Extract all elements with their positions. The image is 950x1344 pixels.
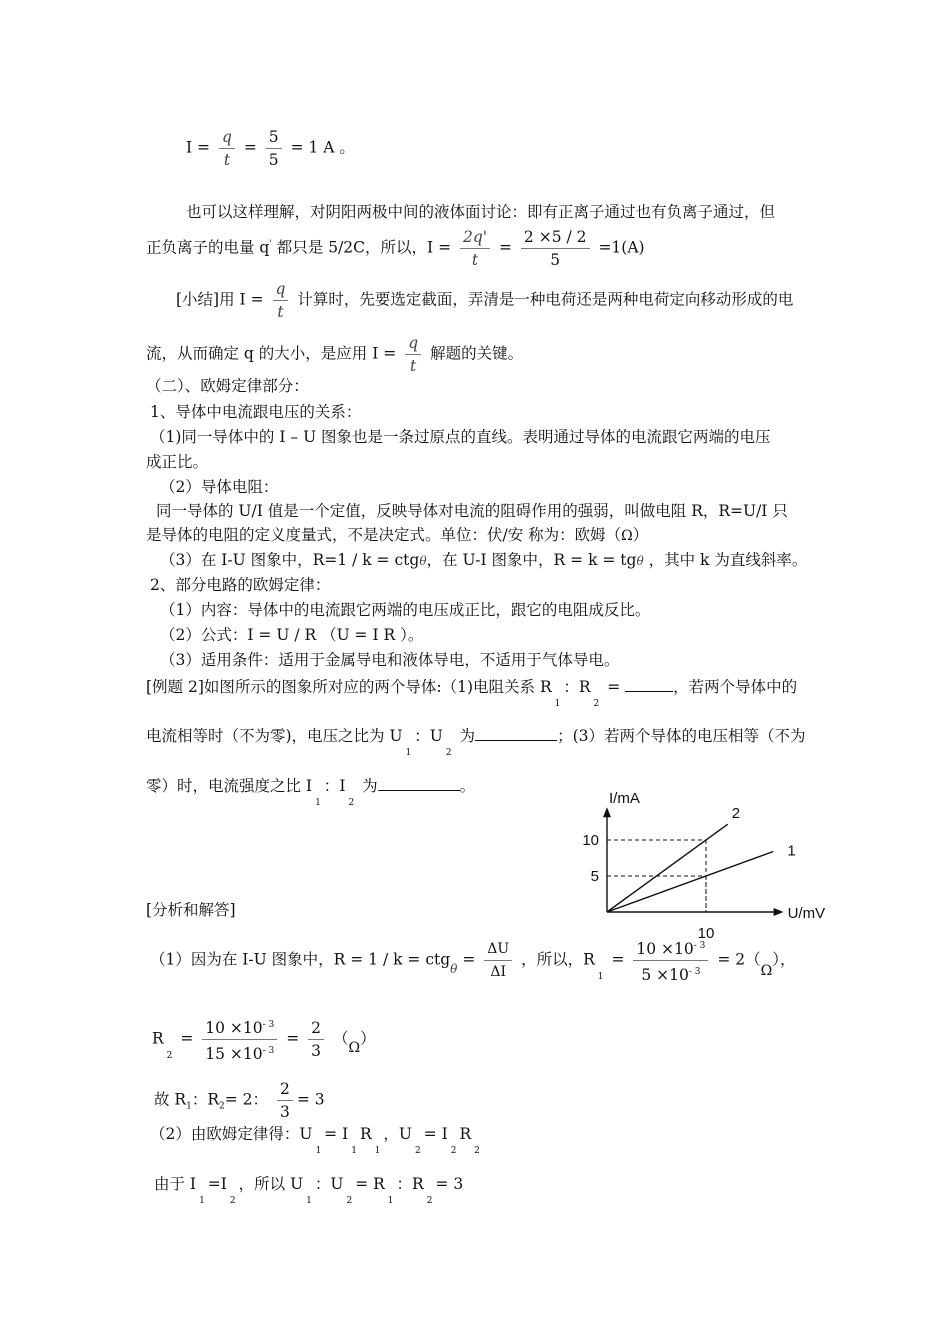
text: = 3: [435, 1175, 464, 1193]
numerator: 5: [266, 128, 282, 149]
analysis-line1: [150, 937, 796, 984]
para1-line2: [146, 228, 645, 269]
text: 故 R: [154, 1090, 187, 1109]
subscript: 2: [229, 1196, 236, 1206]
analysis-r2: [152, 1016, 376, 1063]
text: 是导体的电阻的定义度量式，不是决定式。单位：伏/安 称为：欧姆（: [146, 526, 622, 544]
text: 电流相等时（不为零)，电压之比为 U: [146, 727, 403, 745]
text: ：R: [191, 1090, 220, 1109]
para-3a: 同一导体的 U/I 值是一个定值，反映导体对电流的阻碍作用的强弱，叫做电阻 R，R=U/I 只: [156, 502, 788, 520]
denominator: [641, 961, 700, 984]
numerator: [202, 1016, 277, 1040]
subscript: 1: [199, 1196, 205, 1206]
text: （3）在 I-U 图象中，R=1 / k = ctg: [160, 551, 420, 569]
subscript: 1: [554, 699, 561, 709]
text: ，其中 k 为直线斜率。: [648, 551, 808, 569]
text: ；(3）若两个导体的电压相等（不为: [557, 727, 806, 745]
subscript: 1: [387, 1196, 394, 1206]
text: = 2：: [224, 1090, 269, 1109]
answer-blank-1[interactable]: [625, 675, 673, 692]
numerator: ΔU: [484, 940, 512, 961]
subscript: 1: [351, 1146, 357, 1156]
numerator: q: [273, 280, 289, 301]
text: R: [152, 1029, 164, 1048]
text: 零）时，电流强度之比 I: [146, 777, 313, 795]
text: 由于 I: [154, 1175, 197, 1193]
denominator: t: [410, 357, 417, 375]
mantissa: 10 ×10: [636, 940, 694, 959]
x-axis-arrow: [774, 908, 784, 916]
text: [小结]用 I =: [176, 290, 264, 309]
series-label-1: 1: [787, 842, 796, 860]
theta-symbol: θ: [419, 554, 427, 568]
y-tick-5: 5: [590, 868, 599, 885]
text: =I: [207, 1175, 227, 1193]
text: 解题的关键。: [430, 344, 524, 363]
denominator: 3: [311, 1042, 322, 1061]
subscript: 1: [186, 1101, 192, 1112]
colon: ：: [563, 678, 579, 696]
x-axis-label: U/mV: [787, 905, 825, 922]
text: = I: [324, 1125, 349, 1143]
para-2: （2）导体电阻：: [160, 478, 279, 496]
subscript: 1: [306, 1196, 312, 1206]
five-over-five-fraction: [266, 128, 282, 169]
para-1a: （1)同一导体中的 I – U 图象也是一条过原点的直线。表明通过导体的电流跟它两端的电压: [150, 428, 771, 446]
text: ：R: [396, 1175, 424, 1193]
r1-fraction: [633, 937, 708, 984]
two-thirds-fraction: [277, 1080, 293, 1121]
equals: =: [611, 950, 625, 969]
subscript: 2: [414, 1146, 421, 1156]
text: ）: [632, 526, 649, 544]
subscript: 2: [346, 1196, 353, 1206]
subscript: 2: [593, 699, 600, 709]
para-4: [160, 550, 807, 571]
ohm-formula: （2）公式：I = U / R （U = I R ）。: [160, 626, 424, 644]
y-axis-label: I/mA: [609, 790, 640, 808]
numerator: [633, 937, 708, 961]
text: R: [578, 678, 591, 696]
denominator: 5: [550, 251, 561, 269]
subscript: 1: [315, 1146, 322, 1156]
text: （2）由欧姆定律得：U: [150, 1125, 313, 1143]
numerator: q: [219, 128, 235, 149]
text: ，所以，R: [521, 950, 595, 969]
prime: ': [269, 239, 272, 250]
mantissa: 15 ×10: [205, 1045, 263, 1064]
subscript: 1: [597, 971, 604, 982]
para-1b: 成正比。: [146, 453, 209, 471]
equals: =: [607, 678, 621, 696]
example-line3: [146, 774, 476, 808]
mantissa: 10 ×10: [205, 1019, 263, 1038]
section-title: （二）、欧姆定律部分：: [146, 377, 309, 395]
summary-line1: [176, 280, 793, 321]
x-tick-10: 10: [697, 925, 715, 942]
analysis-conclusion: [154, 1174, 464, 1206]
subscript: 2: [474, 1146, 480, 1156]
text: ，在 U-I 图象中，R = k = tg: [426, 551, 637, 569]
text: 为: [459, 727, 476, 745]
text: R: [459, 1125, 472, 1143]
text: I: [339, 777, 346, 795]
q-over-t-fraction: [405, 334, 421, 375]
example-line1: [146, 675, 798, 709]
answer-blank-3[interactable]: [378, 774, 460, 791]
fraction-2q-over-t: [460, 228, 490, 269]
heading-1: 1、导体中电流跟电压的关系：: [150, 403, 362, 421]
theta-symbol: θ: [636, 554, 644, 568]
numerator: q: [405, 334, 421, 355]
text: （1）因为在 I-U 图象中，R = 1 / k = ctg: [150, 950, 451, 969]
series-line-1: [607, 852, 773, 912]
text: 为: [362, 777, 378, 795]
exponent: - 3: [262, 1020, 275, 1030]
mantissa: 5 ×10: [641, 966, 689, 985]
series-line-2: [607, 824, 728, 912]
ohm-content: （1）内容：导体中的电流跟它两端的电压成正比，跟它的电阻成反比。: [160, 601, 651, 619]
denominator: 5: [268, 151, 279, 169]
text: 。: [459, 777, 476, 795]
paren: （: [332, 1029, 349, 1048]
omega-symbol: Ω: [760, 962, 773, 979]
two-thirds-fraction: [308, 1019, 324, 1060]
subscript: 1: [315, 798, 321, 808]
eq-rhs: = 1 A 。: [290, 138, 355, 157]
text: = 3: [296, 1090, 325, 1109]
equals: =: [286, 1029, 300, 1048]
denominator: [205, 1040, 274, 1063]
du-over-di-fraction: [484, 940, 512, 981]
subscript: 2: [166, 1050, 173, 1061]
r2-fraction: [202, 1016, 277, 1063]
numerator: 2: [277, 1080, 293, 1101]
text: = I: [423, 1125, 448, 1143]
eq-lhs: I =: [186, 138, 211, 157]
text: 计算时，先要选定截面，弄清是一种电荷还是两种电荷定向移动形成的电: [297, 290, 794, 309]
text: = 2（: [717, 950, 761, 969]
subscript: 2: [445, 748, 452, 758]
q-over-t-fraction: [273, 280, 289, 321]
text: ），: [772, 950, 796, 969]
text: ：U: [314, 1175, 344, 1193]
summary-line2: [146, 334, 523, 375]
denominator: t: [471, 251, 479, 269]
subscript: 2: [348, 798, 355, 808]
subscript: 1: [405, 748, 412, 758]
denominator: 3: [279, 1103, 290, 1121]
denominator: t: [223, 151, 231, 169]
ohm-conditions: （3）适用条件：适用于金属导电和液体导电，不适用于气体导电。: [160, 651, 620, 669]
exponent: - 3: [688, 967, 701, 978]
series-label-2: 2: [731, 805, 741, 823]
text: ，若两个导体中的: [673, 678, 798, 696]
exponent: - 3: [693, 941, 706, 951]
analysis-ohm: [150, 1124, 483, 1156]
equals: =: [498, 238, 512, 257]
numerator: 2 ×5 / 2: [521, 228, 590, 249]
omega-symbol: Ω: [348, 1039, 361, 1056]
numerator: 2: [308, 1019, 324, 1040]
omega-symbol: Ω: [621, 528, 633, 544]
heading-2: 2、部分电路的欧姆定律：: [150, 576, 331, 594]
subscript: 2: [450, 1146, 457, 1156]
equals: =: [180, 1029, 194, 1048]
text: 都只是 5/2C，所以，I =: [276, 238, 452, 257]
denominator: ΔI: [490, 964, 507, 981]
y-axis-arrow: [603, 807, 611, 817]
result: =1(A): [598, 238, 645, 257]
colon: ：: [414, 727, 430, 745]
para-3b: [146, 525, 648, 546]
numerator: 2q': [460, 228, 490, 249]
subscript: 2: [219, 1101, 225, 1112]
text: [例题 2]如图所示的图象所对应的两个导体:（1)电阻关系 R: [146, 678, 552, 696]
denominator: t: [277, 303, 284, 321]
text: U: [429, 727, 443, 745]
equals: =: [243, 138, 257, 157]
y-tick-10: 10: [582, 832, 599, 849]
subscript: 1: [374, 1146, 381, 1156]
q-over-t-fraction: [219, 128, 235, 169]
exponent: - 3: [262, 1046, 275, 1057]
subscript: 2: [426, 1196, 433, 1206]
paren: ）: [360, 1029, 376, 1048]
para1-line1: 也可以这样理解，对阴阳两极中间的液体面讨论：即有正离子通过也有负离子通过，但: [186, 203, 776, 221]
example-line2: [146, 724, 806, 758]
text: = R: [355, 1175, 385, 1193]
text: R: [359, 1125, 372, 1143]
current-equation: [186, 128, 355, 169]
iu-graph: [575, 765, 825, 945]
colon: ：: [323, 777, 340, 795]
text: ，所以 U: [238, 1175, 304, 1193]
answer-blank-2[interactable]: [475, 724, 557, 741]
equals: =: [462, 950, 476, 969]
analysis-title: [分析和解答]: [146, 901, 236, 919]
fraction-2x5-over-5: [521, 228, 590, 269]
theta-symbol: θ: [450, 961, 458, 976]
text: 正负离子的电量 q: [146, 238, 270, 257]
text: 流，从而确定 q 的大小，是应用 I =: [146, 344, 397, 363]
text: ，U: [383, 1125, 412, 1143]
analysis-ratio: [154, 1080, 325, 1121]
